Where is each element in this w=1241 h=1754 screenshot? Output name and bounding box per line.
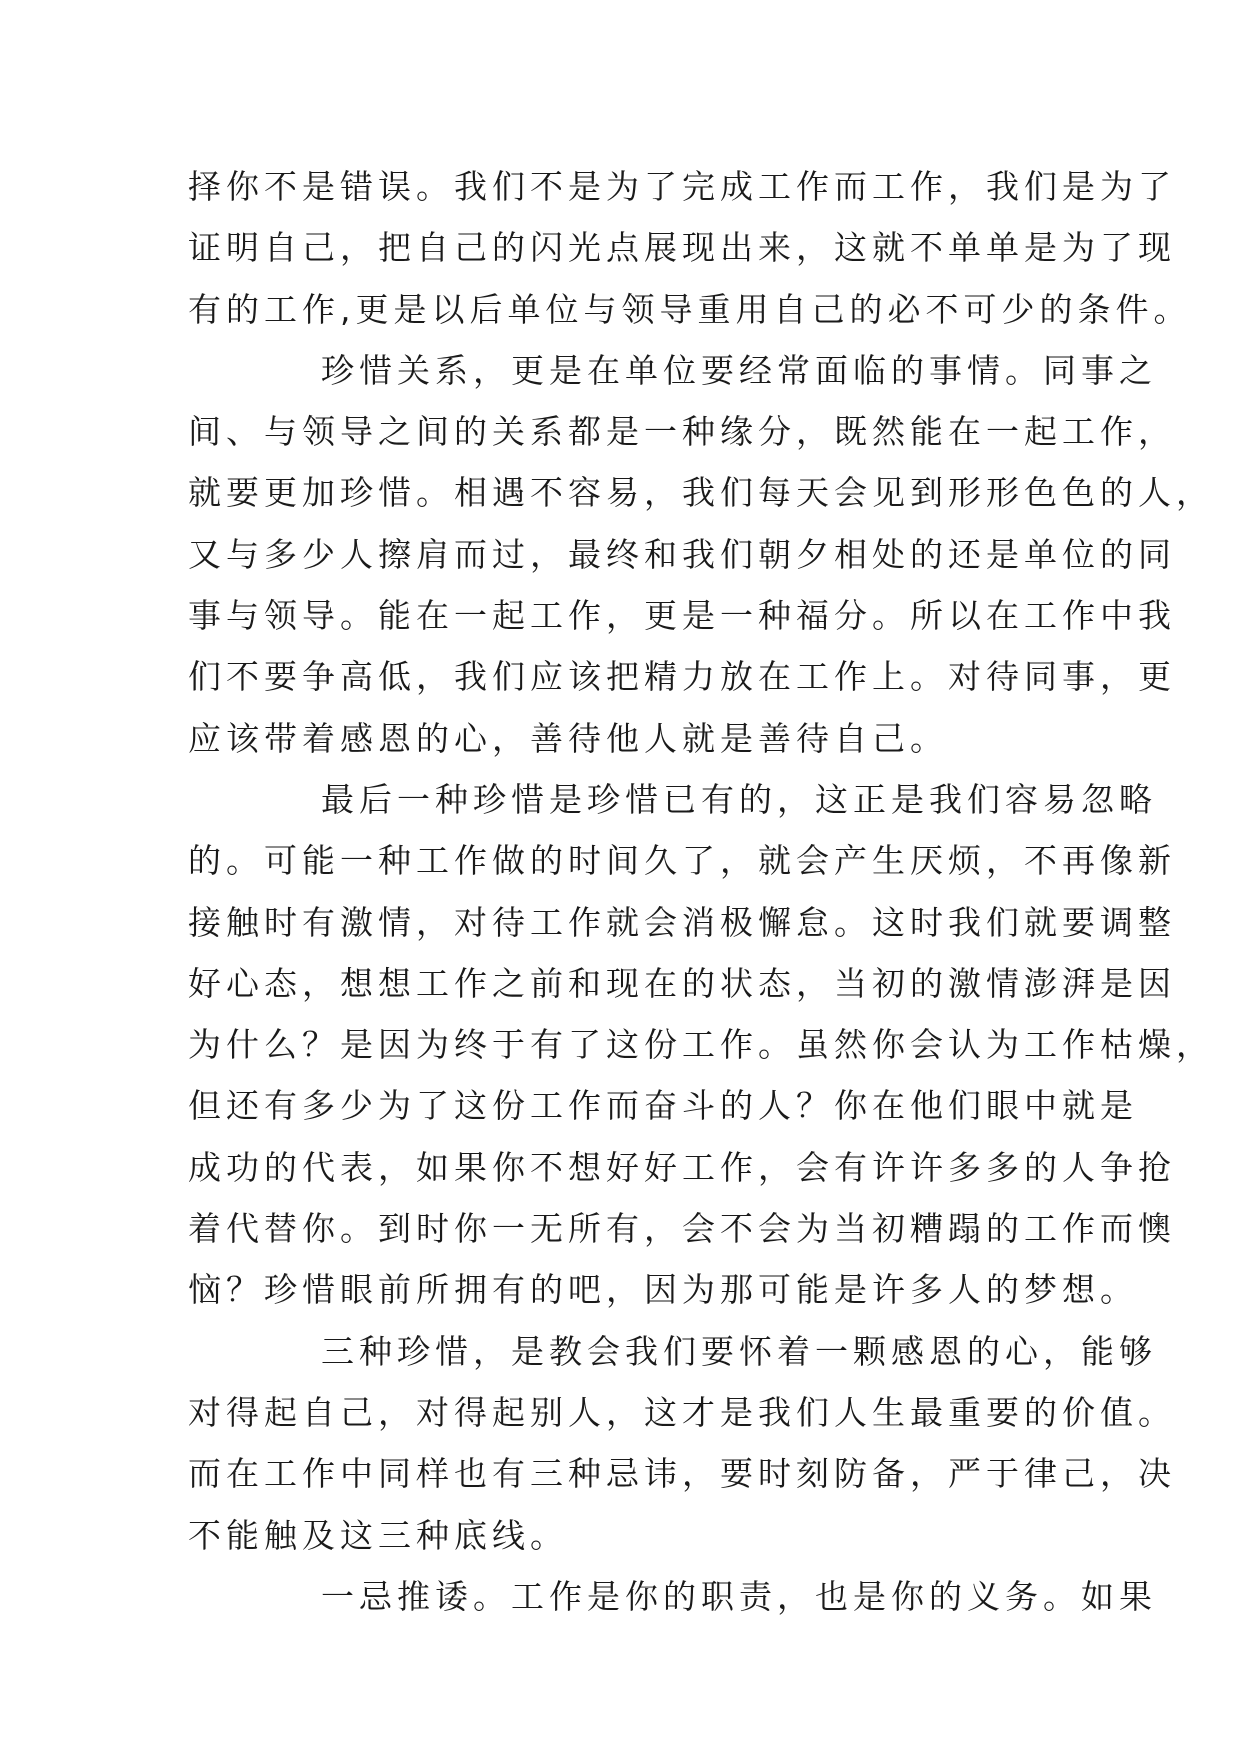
- text-line: 但还有多少为了这份工作而奋斗的人？你在他们眼中就是: [188, 1086, 1138, 1126]
- text-line: 成功的代表，如果你不想好好工作，会有许许多多的人争抢: [188, 1147, 1176, 1187]
- text-line: 的。可能一种工作做的时间久了，就会产生厌烦，不再像新: [188, 841, 1176, 881]
- text-line: 们不要争高低，我们应该把精力放在工作上。对待同事，更: [188, 657, 1176, 697]
- paragraph-first-line: 三种珍惜，是教会我们要怀着一颗感恩的心，能够: [321, 1331, 1157, 1371]
- text-line: 应该带着感恩的心，善待他人就是善待自己。: [188, 718, 948, 758]
- text-line: 不能触及这三种底线。: [188, 1515, 568, 1555]
- paragraph-first-line: 最后一种珍惜是珍惜已有的，这正是我们容易忽略: [321, 779, 1157, 819]
- text-line: 证明自己，把自己的闪光点展现出来，这就不单单是为了现: [188, 228, 1176, 268]
- body-text: [188, 156, 1214, 1627]
- text-line: 又与多少人擦肩而过，最终和我们朝夕相处的还是单位的同: [188, 534, 1176, 574]
- text-line: 为什么？是因为终于有了这份工作。虽然你会认为工作枯燥，: [188, 1025, 1214, 1065]
- text-line: 好心态，想想工作之前和现在的状态，当初的激情澎湃是因: [188, 963, 1176, 1003]
- text-line: 事与领导。能在一起工作，更是一种福分。所以在工作中我: [188, 596, 1176, 636]
- text-line: 择你不是错误。我们不是为了完成工作而工作，我们是为了: [188, 167, 1176, 206]
- text-line: 就要更加珍惜。相遇不容易，我们每天会见到形形色色的人，: [188, 473, 1214, 513]
- text-line: 着代替你。到时你一无所有，会不会为当初糟蹋的工作而懊: [188, 1209, 1176, 1249]
- text-line: 对得起自己，对得起别人，这才是我们人生最重要的价值。: [188, 1392, 1176, 1432]
- paragraph-first-line: 珍惜关系，更是在单位要经常面临的事情。同事之: [321, 350, 1157, 390]
- text-line: 而在工作中同样也有三种忌讳，要时刻防备，严于律己，决: [188, 1454, 1176, 1494]
- text-line: 有的工作,更是以后单位与领导重用自己的必不可少的条件。: [188, 289, 1192, 329]
- text-line: 间、与领导之间的关系都是一种缘分，既然能在一起工作，: [188, 412, 1176, 452]
- text-line: 接触时有激情，对待工作就会消极懈怠。这时我们就要调整: [188, 902, 1176, 942]
- paragraph-first-line: 一忌推诿。工作是你的职责，也是你的义务。如果: [321, 1576, 1157, 1616]
- text-line: 恼？珍惜眼前所拥有的吧，因为那可能是许多人的梦想。: [188, 1270, 1138, 1310]
